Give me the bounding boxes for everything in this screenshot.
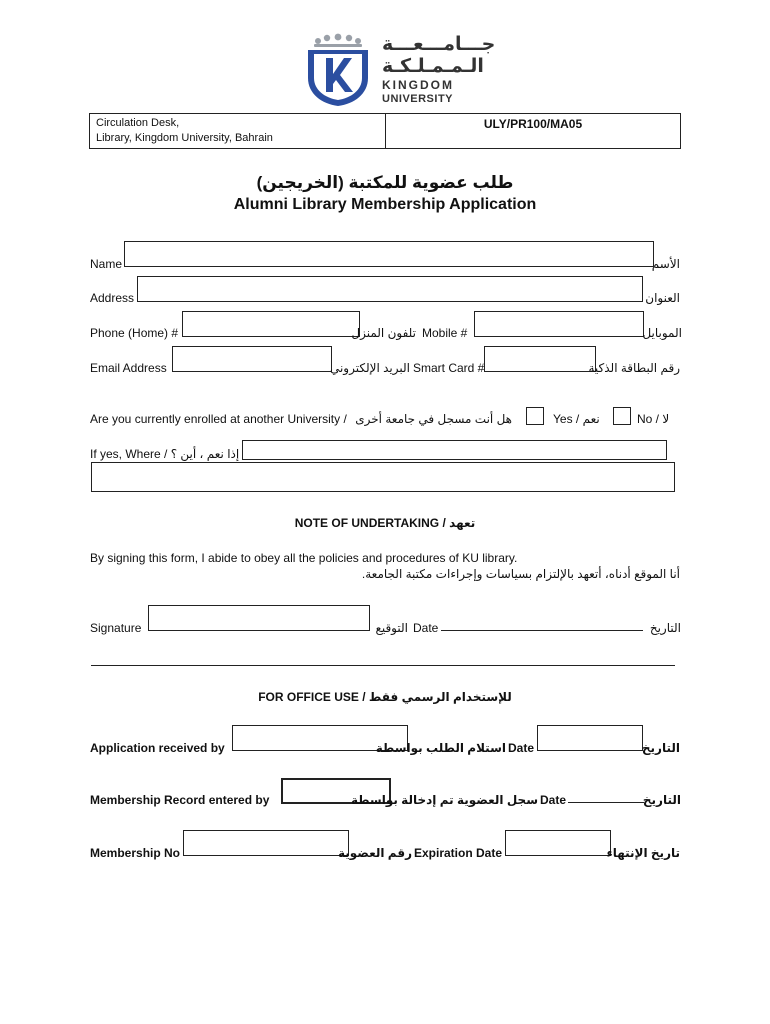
undertaking-text-ar: أنا الموقع أدناه، أتعهد بالإلتزام بسياسات وإجراءات مكتبة الجامعة. <box>361 567 680 581</box>
email-label-ar: البريد الإلكتروني <box>329 361 410 375</box>
smart-card-label-ar: رقم البطاقة الذكية <box>588 361 680 375</box>
record-entered-label-ar: سجل العضوية تم إدخالة بواسطة <box>350 793 538 807</box>
enrolled-yes-checkbox[interactable] <box>526 407 544 425</box>
address-label-ar: العنوان <box>645 291 680 305</box>
if-yes-label: If yes, Where / إذا نعم ، أين ؟ <box>90 447 240 461</box>
smart-card-label: Smart Card # <box>413 361 485 375</box>
title-arabic: طلب عضوية للمكتبة (الخريجين) <box>256 173 514 192</box>
office-heading: FOR OFFICE USE / للإستخدام الرسمي فقط <box>258 690 512 704</box>
membership-no-input[interactable] <box>183 830 349 856</box>
enrolled-no-checkbox[interactable] <box>613 407 631 425</box>
record-entered-label: Membership Record entered by <box>90 793 270 807</box>
enrolled-question-ar: هل أنت مسجل في جامعة أخرى <box>355 412 512 426</box>
email-input[interactable] <box>172 346 332 372</box>
enrolled-no-label: No / لا <box>637 412 670 426</box>
smart-card-input[interactable] <box>484 346 596 372</box>
title-english: Alumni Library Membership Application <box>233 196 537 213</box>
enrolled-yes-label: Yes / نعم <box>553 412 600 426</box>
logo-university-text: UNIVERSITY <box>382 93 454 105</box>
expiration-date-label-ar: تاريخ الإنتهاء <box>606 846 680 860</box>
record-date-label: Date <box>540 793 567 807</box>
signature-date-label: Date <box>413 621 439 635</box>
received-date-label-ar: التاريخ <box>641 741 680 755</box>
mobile-input[interactable] <box>474 311 644 337</box>
received-date-label: Date <box>508 741 535 755</box>
membership-no-label-ar: رقم العضوية <box>337 846 412 860</box>
signature-date-label-ar: التاريخ <box>649 621 681 635</box>
header-location: Circulation Desk, Library, Kingdom University, Bahrain <box>90 114 386 148</box>
signature-label: Signature <box>90 621 142 635</box>
address-input[interactable] <box>137 276 643 302</box>
form-code: ULY/PR100/MA05 <box>483 117 583 131</box>
signature-input[interactable] <box>148 605 370 631</box>
name-input[interactable] <box>124 241 654 267</box>
logo-kingdom-text: KINGDOM <box>382 78 454 92</box>
signature-label-ar: التوقيع <box>375 621 408 635</box>
received-date-input[interactable] <box>537 725 643 751</box>
expiration-date-label: Expiration Date <box>414 846 503 860</box>
header-table <box>89 113 681 149</box>
undertaking-heading: NOTE OF UNDERTAKING / تعهد <box>294 516 476 530</box>
divider-line <box>91 665 675 666</box>
mobile-label-ar: الموبايل <box>642 326 682 340</box>
expiration-date-input[interactable] <box>505 830 611 856</box>
if-yes-input-continued[interactable] <box>91 462 675 492</box>
membership-no-label: Membership No <box>90 846 181 860</box>
signature-date-input[interactable] <box>441 630 643 631</box>
undertaking-text-en: By signing this form, I abide to obey all the policies and procedures of KU library. <box>90 551 518 565</box>
if-yes-input[interactable] <box>242 440 667 460</box>
mobile-label: Mobile # <box>422 326 468 340</box>
logo-arabic-name: جـــامـــعـــة الـمـمـلـكـة <box>382 34 496 77</box>
phone-home-label-ar: تلفون المنزل <box>351 326 416 340</box>
phone-home-label: Phone (Home) # <box>90 326 179 340</box>
received-by-label: Application received by <box>90 741 225 755</box>
received-by-label-ar: استلام الطلب بواسطة <box>375 741 506 755</box>
record-date-label-ar: التاريخ <box>642 793 681 807</box>
name-label-ar: الأسم <box>651 257 680 271</box>
record-date-input[interactable] <box>568 802 644 803</box>
enrolled-question: Are you currently enrolled at another University / <box>90 412 347 426</box>
email-label: Email Address <box>90 361 167 375</box>
kingdom-university-logo-icon <box>300 32 376 108</box>
phone-home-input[interactable] <box>182 311 360 337</box>
name-label: Name <box>90 257 123 271</box>
address-label: Address <box>90 291 135 305</box>
